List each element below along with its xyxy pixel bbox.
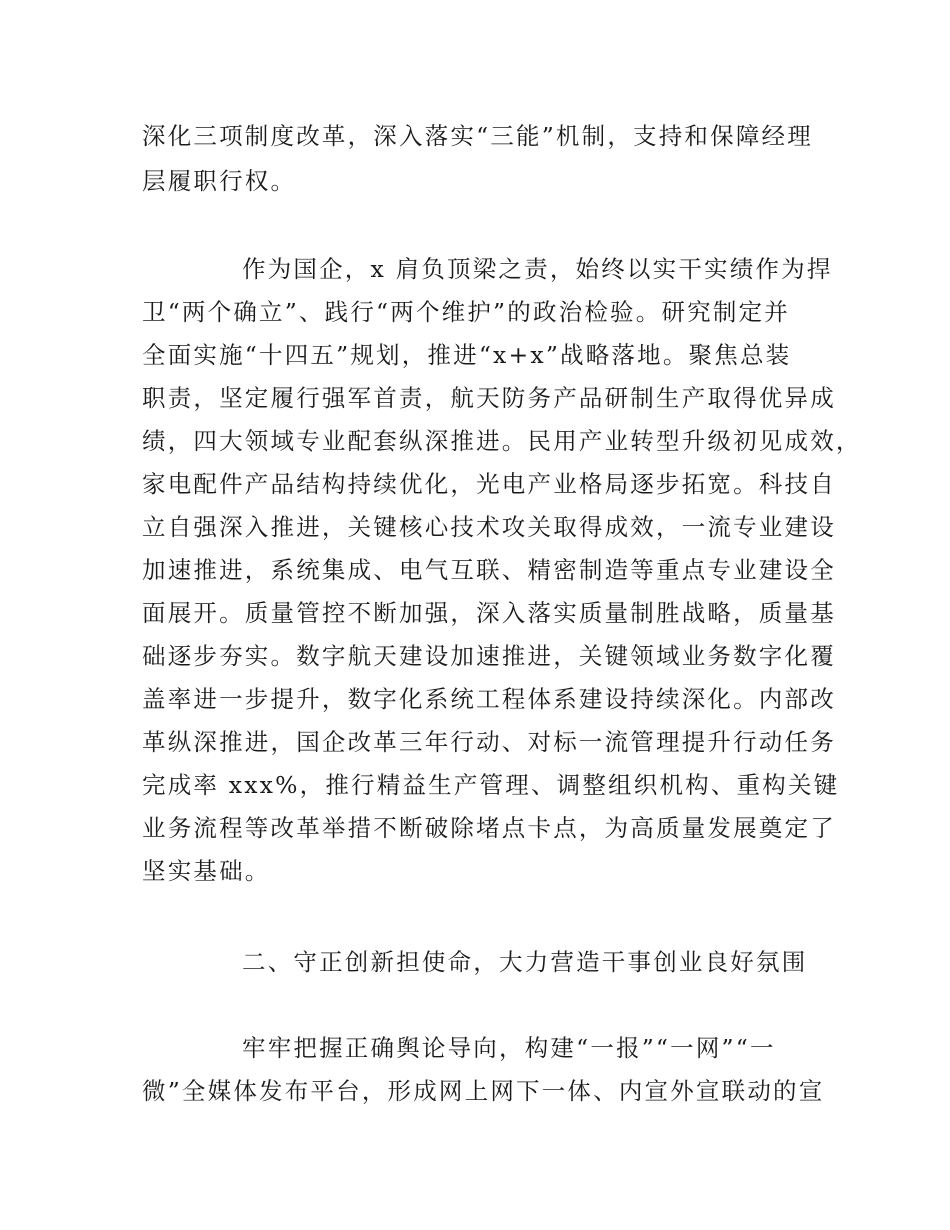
paragraph-2-line-3: 全面实施“十四五”规划，推进“x+x”战略落地。聚焦总装 [142, 341, 792, 369]
paragraph-2-line-1: 作为国企，x 肩负顶梁之责，始终以实干实绩作为捍 [242, 255, 833, 283]
paragraph-2-line-14: 业务流程等改革举措不断破除堵点卡点，为高质量发展奠定了 [142, 814, 836, 842]
paragraph-1-line-2: 层履职行权。 [142, 167, 297, 195]
paragraph-2-line-9: 面展开。质量管控不断加强，深入落实质量制胜战略，质量基 [142, 599, 836, 627]
paragraph-2-line-7: 立自强深入推进，关键核心技术攻关取得成效，一流专业建设 [142, 513, 836, 541]
paragraph-1-line-1: 深化三项制度改革，深入落实“三能”机制，支持和保障经理 [142, 122, 813, 150]
paragraph-2-line-6: 家电配件产品结构持续优化，光电产业格局逐步拓宽。科技自 [142, 470, 836, 498]
paragraph-3-line-2: 微”全媒体发布平台，形成网上网下一体、内宣外宣联动的宣 [142, 1077, 825, 1105]
paragraph-2-line-4: 职责，坚定履行强军首责，航天防务产品研制生产取得优异成 [142, 384, 836, 412]
paragraph-2-line-2: 卫“两个确立”、践行“两个维护”的政治检验。研究制定并 [142, 298, 790, 326]
paragraph-3-line-1: 牢牢把握正确舆论导向，构建“一报”“一网”“一 [242, 1034, 776, 1062]
paragraph-2-line-15: 坚实基础。 [142, 857, 271, 885]
paragraph-2-line-10: 础逐步夯实。数字航天建设加速推进，关键领域业务数字化覆 [142, 642, 836, 670]
paragraph-2-line-11: 盖率进一步提升，数字化系统工程体系建设持续深化。内部改 [142, 685, 836, 713]
paragraph-2-line-5: 绩，四大领域专业配套纵深推进。民用产业转型升级初见成效， [142, 427, 862, 455]
paragraph-2-line-8: 加速推进，系统集成、电气互联、精密制造等重点专业建设全 [142, 556, 836, 584]
section-heading: 二、守正创新担使命，大力营造干事创业良好氛围 [242, 948, 808, 976]
paragraph-2-line-12: 革纵深推进，国企改革三年行动、对标一流管理提升行动任务 [142, 728, 836, 756]
paragraph-2-line-13: 完成率 xxx%，推行精益生产管理、调整组织机构、重构关键 [142, 771, 840, 799]
